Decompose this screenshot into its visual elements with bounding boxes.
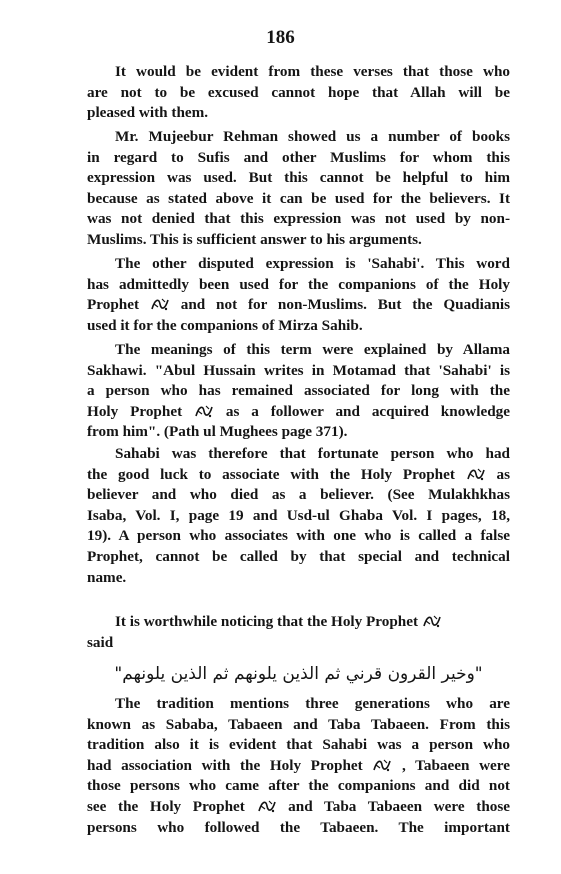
text-line: expression was used. But this cannot be helpful to him [87, 169, 510, 187]
text-segment: and not for non-Muslims. But the Quadianis [180, 296, 510, 314]
text-line: believer and who died as a believer. (See Mulakhkhas [87, 486, 510, 504]
text-segment: Prophet [87, 296, 140, 314]
text-line: persons who followed the Tabaeen. The important [87, 818, 510, 836]
text-line: Isaba, Vol. I, page 19 and Usd-ul Ghaba Vol. I pages, 18, [87, 506, 510, 524]
text-line: The meanings of this term were explained by Allama [115, 341, 510, 358]
honorific-calligraphy-icon [372, 756, 392, 774]
paragraph-1 [87, 62, 510, 124]
text-line: The other disputed expression is 'Sahabi'. This word [115, 255, 510, 272]
paragraph-6 [87, 612, 510, 653]
text-segment: as a follower and acquired knowledge [225, 402, 510, 420]
text-line: used it for the companions of Mirza Sahib. [87, 316, 363, 334]
paragraph-7 [87, 694, 510, 838]
text-line: in regard to Sufis and other Muslims for whom this [87, 148, 510, 166]
text-line: Sahabi was therefore that fortunate person who had [115, 445, 510, 462]
arabic-hadith-quote: "وخير القرون قرني ثم الذين يلونهم ثم الذين يلونهم" [114, 664, 483, 684]
text-line: those persons who came after the companions and did not [87, 777, 510, 795]
page-number: 186 [266, 27, 295, 48]
text-line [87, 797, 510, 818]
text-line: Mr. Mujeebur Rehman showed us a number of books [115, 128, 510, 145]
text-line [87, 756, 510, 777]
text-line: It would be evident from these verses that those who [115, 63, 510, 80]
text-line: Sakhawi. "Abul Hussain writes in Motamad that 'Sahabi' is [87, 361, 510, 379]
text-line: Muslims. This is sufficient answer to his arguments. [87, 230, 422, 248]
text-segment: and Taba Tabaeen were those [288, 797, 510, 815]
honorific-calligraphy-icon [150, 295, 170, 313]
text-line: known as Sababa, Tabaeen and Taba Tabaeen. From this [87, 715, 510, 733]
text-line: has admittedly been used for the companions of the Holy [87, 275, 510, 293]
paragraph-3 [87, 254, 510, 336]
text-line: 19). A person who associates with one who is called a false [87, 527, 510, 545]
text-line [87, 402, 510, 423]
text-line: was not denied that this expression was not used by non- [87, 210, 510, 228]
text-segment: the good luck to associate with the Holy Prophet [87, 465, 455, 483]
text-line: name. [87, 568, 127, 586]
honorific-calligraphy-icon [194, 402, 214, 420]
text-line: tradition also it is evident that Sahabi was a person who [87, 736, 510, 754]
honorific-calligraphy-icon [257, 797, 277, 815]
text-segment: Holy Prophet [87, 402, 183, 420]
paragraph-2 [87, 127, 510, 251]
text-line: pleased with them. [87, 104, 209, 122]
text-line: because as stated above it can be used for the believers. It [87, 189, 510, 207]
honorific-calligraphy-icon [422, 612, 442, 630]
text-line [87, 465, 510, 486]
text-line [87, 612, 510, 633]
paragraph-5 [87, 444, 510, 588]
text-line: Prophet, cannot be called by that special and technical [87, 547, 510, 565]
paragraph-4 [87, 340, 510, 443]
text-line: a person who has remained associated for long with the [87, 382, 510, 400]
text-segment: as [496, 465, 510, 483]
text-segment: It is worthwhile noticing that the Holy Prophet [115, 613, 419, 630]
text-segment: , Tabaeen were [402, 756, 510, 774]
text-segment: see the Holy Prophet [87, 797, 245, 815]
text-line: from him". (Path ul Mughees page 371). [87, 423, 348, 441]
honorific-calligraphy-icon [466, 465, 486, 483]
text-line [87, 295, 510, 316]
text-segment: had association with the Holy Prophet [87, 756, 363, 774]
text-line: The tradition mentions three generations who are [115, 695, 510, 712]
text-line: are not to be excused cannot hope that Allah will be [87, 83, 510, 101]
text-line: said [87, 633, 114, 651]
